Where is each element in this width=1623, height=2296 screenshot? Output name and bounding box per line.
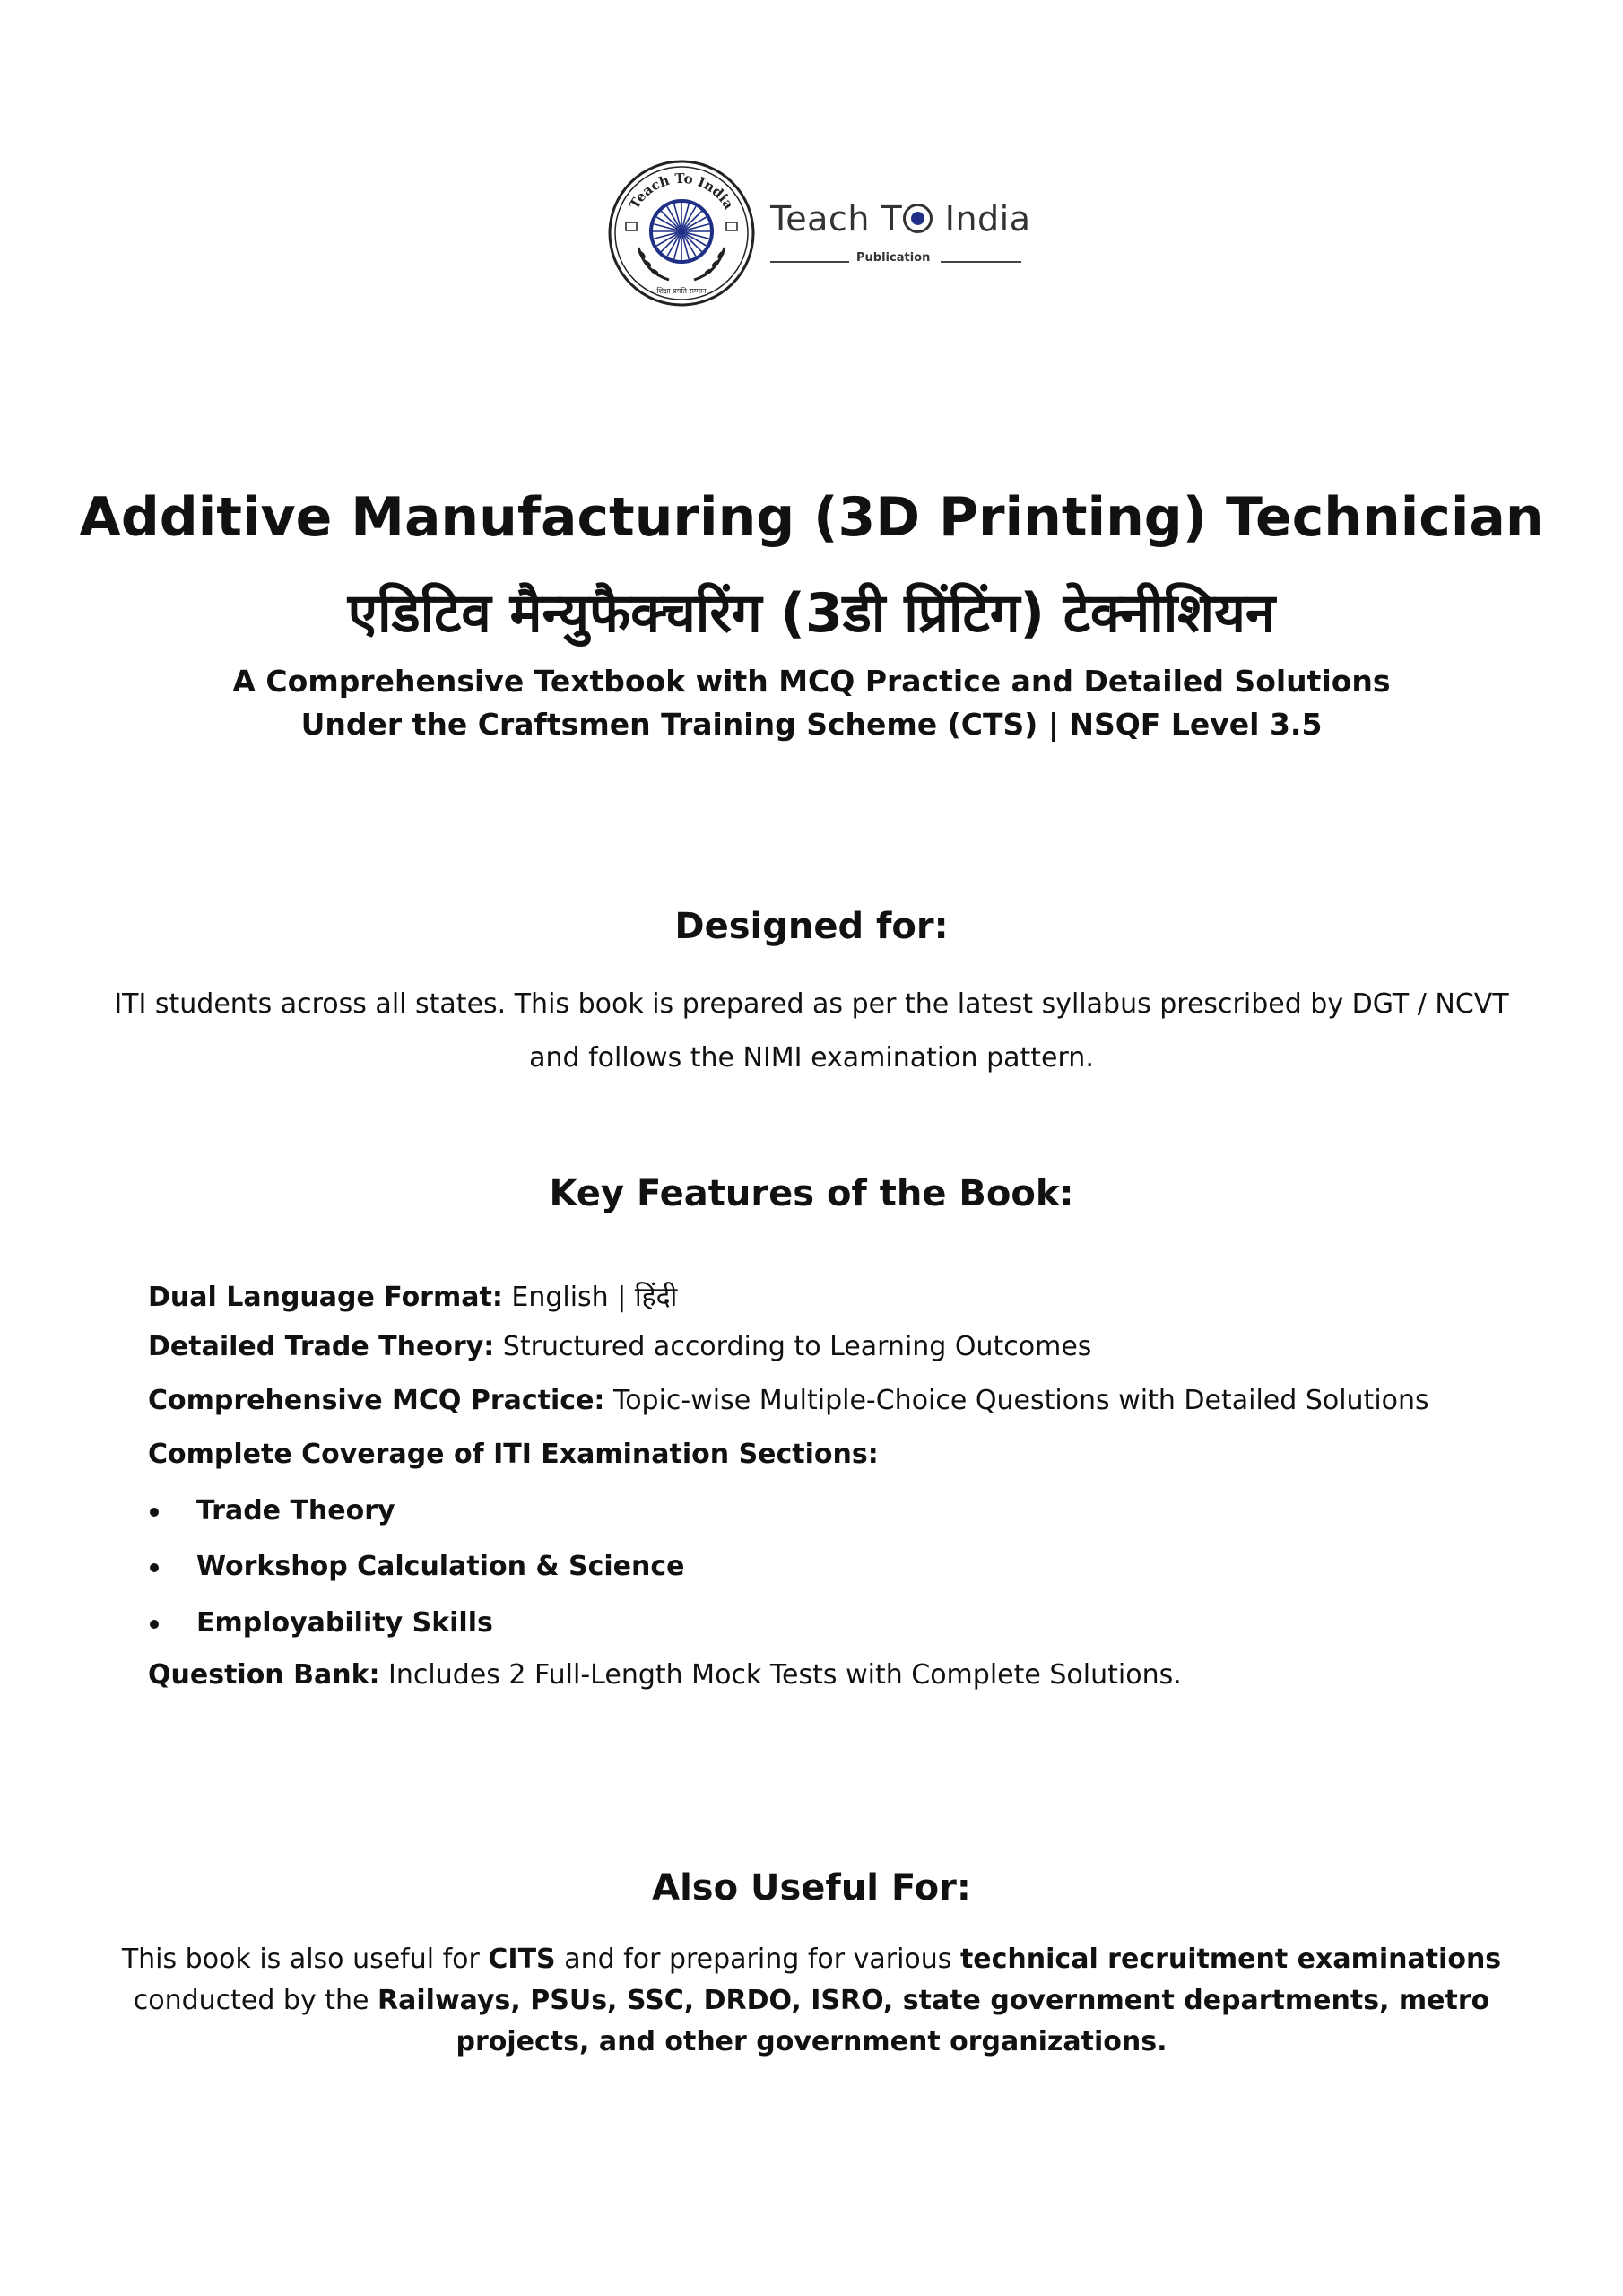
feature-item [148, 1331, 1091, 1362]
chakra-spoke [685, 211, 702, 228]
bullet-text: Trade Theory [196, 1495, 395, 1526]
divider [941, 261, 1021, 263]
feature-item [148, 1439, 879, 1470]
also-useful-text: This book is also useful for CITS and for preparing for various technical recruitment examinations conducted by the Railways, PSUs, SSC, DRDO, ISRO, state government departments, metro projects, and other government organizations. [121, 1944, 1502, 2057]
seal-text: Teach To India [626, 170, 737, 213]
feature-text: Includes 2 Full-Length Mock Tests with Complete Solutions. [379, 1659, 1182, 1691]
feature-text: Topic-wise Multiple-Choice Questions with Detailed Solutions [604, 1385, 1429, 1416]
bullet-item [148, 1551, 684, 1582]
brand-prefix: Teach T [770, 199, 903, 239]
designed-for-text: ITI students across all states. This book is prepared as per the latest syllabus prescribed by DGT / NCVT and follows the NIMI examination pattern. [114, 988, 1509, 1074]
subtitle-line-2: Under the Craftsmen Training Scheme (CTS) | NSQF Level 3.5 [300, 707, 1323, 742]
feature-text: Structured according to Learning Outcomes [494, 1331, 1092, 1362]
bullet-icon [150, 1563, 159, 1572]
brand-publication [770, 251, 1021, 269]
brand-suffix: India [933, 199, 1031, 239]
feature-label: Complete Coverage of ITI Examination Sections: [148, 1439, 879, 1470]
chakra-spoke [661, 211, 678, 228]
feature-item [148, 1277, 677, 1314]
feature-text: English | हिंदी [502, 1282, 678, 1313]
also-useful-heading: Also Useful For: [652, 1867, 971, 1909]
bullet-icon [150, 1508, 159, 1517]
chakra-spoke [685, 235, 702, 252]
designed-for-heading: Designed for: [674, 906, 949, 947]
feature-label: Dual Language Format: [148, 1282, 503, 1313]
publication-label: Publication [856, 251, 931, 265]
publisher-logo [606, 158, 1031, 316]
bullet-text: Workshop Calculation & Science [196, 1551, 685, 1582]
brand-name [770, 199, 1031, 239]
brand-o-emblem-icon [903, 204, 933, 233]
feature-label: Question Bank: [148, 1659, 380, 1691]
bullet-text: Employability Skills [196, 1607, 493, 1639]
chakra-spoke [661, 235, 678, 252]
feature-label: Comprehensive MCQ Practice: [148, 1385, 605, 1416]
subtitle-line-1: A Comprehensive Textbook with MCQ Practice and Detailed Solutions [232, 664, 1391, 699]
bullet-icon [150, 1620, 159, 1629]
feature-label: Detailed Trade Theory: [148, 1331, 495, 1362]
bullet-item [148, 1495, 395, 1526]
question-bank-item [148, 1659, 1182, 1691]
feature-item [148, 1385, 1429, 1416]
title-english: Additive Manufacturing (3D Printing) Technician [79, 486, 1544, 549]
seal-bottom-text: शिक्षा प्रगति सम्मान [656, 287, 707, 295]
title-hindi: एडिटिव मैन्युफैक्चरिंग (3डी प्रिंटिंग) टेक्नीशियन [347, 582, 1276, 645]
divider [770, 261, 849, 263]
key-features-heading: Key Features of the Book: [549, 1173, 1074, 1214]
seal-emblem-icon [606, 158, 757, 309]
bullet-item [148, 1607, 493, 1639]
